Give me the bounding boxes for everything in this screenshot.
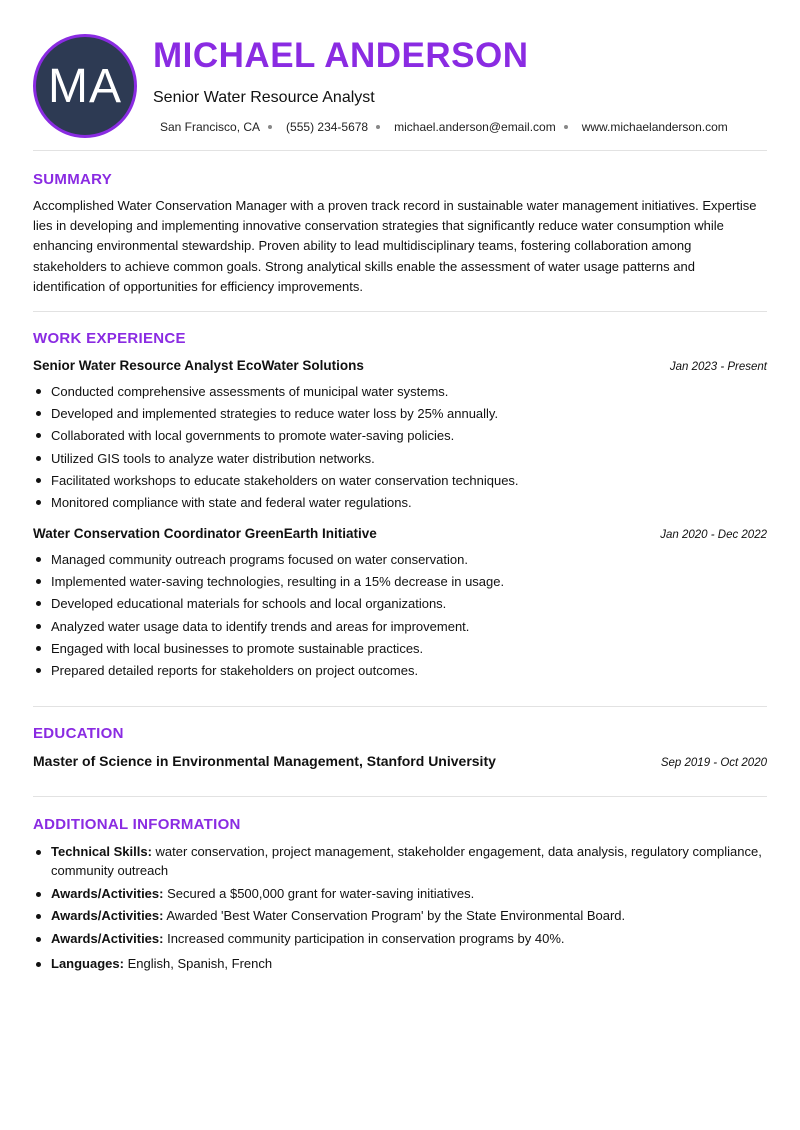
section-divider: [33, 150, 767, 151]
candidate-name: MICHAEL ANDERSON: [153, 36, 529, 75]
job-title: Water Conservation Coordinator GreenEarth Initiative: [33, 526, 377, 541]
contact-email[interactable]: michael.anderson@email.com: [394, 120, 556, 134]
item-label: Languages:: [51, 955, 124, 971]
list-item: Monitored compliance with state and federal water regulations.: [33, 492, 767, 514]
item-text: Secured a $500,000 grant for water-saving initiatives.: [167, 885, 475, 901]
contact-phone: (555) 234-5678: [286, 120, 369, 134]
list-item: Facilitated workshops to educate stakeholders on water conservation techniques.: [33, 470, 767, 492]
list-item: [33, 929, 767, 948]
job-header: [33, 358, 767, 373]
section-divider: [33, 706, 767, 707]
list-item: Utilized GIS tools to analyze water distribution networks.: [33, 448, 767, 470]
list-item: Developed educational materials for schools and local organizations.: [33, 593, 767, 615]
contact-separator: [376, 125, 380, 129]
additional-list: [33, 842, 767, 976]
summary-heading: SUMMARY: [33, 171, 113, 188]
list-item: Engaged with local businesses to promote sustainable practices.: [33, 638, 767, 660]
list-item: Prepared detailed reports for stakeholders on project outcomes.: [33, 660, 767, 682]
education-date: Sep 2019 - Oct 2020: [660, 757, 767, 769]
item-text: Awarded 'Best Water Conservation Program' by the State Environmental Board.: [166, 908, 626, 923]
work-experience-heading: WORK EXPERIENCE: [33, 330, 186, 347]
contact-separator: [268, 125, 272, 129]
job-title: Senior Water Resource Analyst EcoWater Solutions: [33, 358, 364, 373]
item-text: water conservation, project management, stakeholder engagement, data analysis, regulatory compliance, community outreach: [51, 844, 762, 878]
item-text: Increased community participation in conservation programs by 40%.: [167, 930, 565, 946]
section-divider: [33, 796, 767, 797]
item-label: Awards/Activities:: [51, 908, 164, 923]
job-bullets: [33, 381, 767, 514]
avatar-initials: MA: [48, 59, 122, 113]
summary-text: Accomplished Water Conservation Manager with a proven track record in sustainable water management initiatives. Expertise lies in developing and implementing innovative conservation strategies that significantly reduce water consumption while enhancing environmental stewardship. Proven ability to lead multidisciplinary teams, fostering collaboration among stakeholders to achieve common goals. Strong analytical skills enable the assessment of water usage patterns and identification of opportunities for efficiency improvements.: [33, 198, 757, 294]
contact-bar: [160, 120, 728, 134]
education-heading: EDUCATION: [33, 725, 124, 742]
item-label: Awards/Activities:: [51, 885, 164, 901]
list-item: [33, 884, 767, 903]
item-text: English, Spanish, French: [127, 955, 273, 971]
list-item: Implemented water-saving technologies, resulting in a 15% decrease in usage.: [33, 571, 767, 593]
section-divider: [33, 311, 767, 312]
job-date: Jan 2023 - Present: [669, 361, 767, 373]
job-bullets: [33, 549, 767, 682]
list-item: Developed and implemented strategies to reduce water loss by 25% annually.: [33, 403, 767, 425]
list-item: Collaborated with local governments to promote water-saving policies.: [33, 425, 767, 447]
resume-header: [0, 0, 800, 150]
list-item: Conducted comprehensive assessments of municipal water systems.: [33, 381, 767, 403]
candidate-role: Senior Water Resource Analyst: [153, 89, 375, 106]
education-entry: [33, 753, 767, 769]
list-item: Managed community outreach programs focused on water conservation.: [33, 549, 767, 571]
degree-title: Master of Science in Environmental Management, Stanford University: [33, 753, 496, 769]
list-item: [33, 954, 767, 973]
list-item: [33, 906, 767, 925]
contact-separator: [564, 125, 568, 129]
list-item: [33, 842, 767, 880]
contact-website[interactable]: www.michaelanderson.com: [581, 120, 728, 134]
item-label: Awards/Activities:: [51, 930, 164, 946]
contact-location: San Francisco, CA: [160, 120, 261, 134]
additional-information-heading: ADDITIONAL INFORMATION: [33, 816, 241, 833]
job-header: [33, 526, 767, 541]
item-label: Technical Skills:: [51, 844, 152, 859]
avatar: [33, 34, 137, 138]
list-item: Analyzed water usage data to identify trends and areas for improvement.: [33, 616, 767, 638]
job-date: Jan 2020 - Dec 2022: [660, 529, 767, 541]
